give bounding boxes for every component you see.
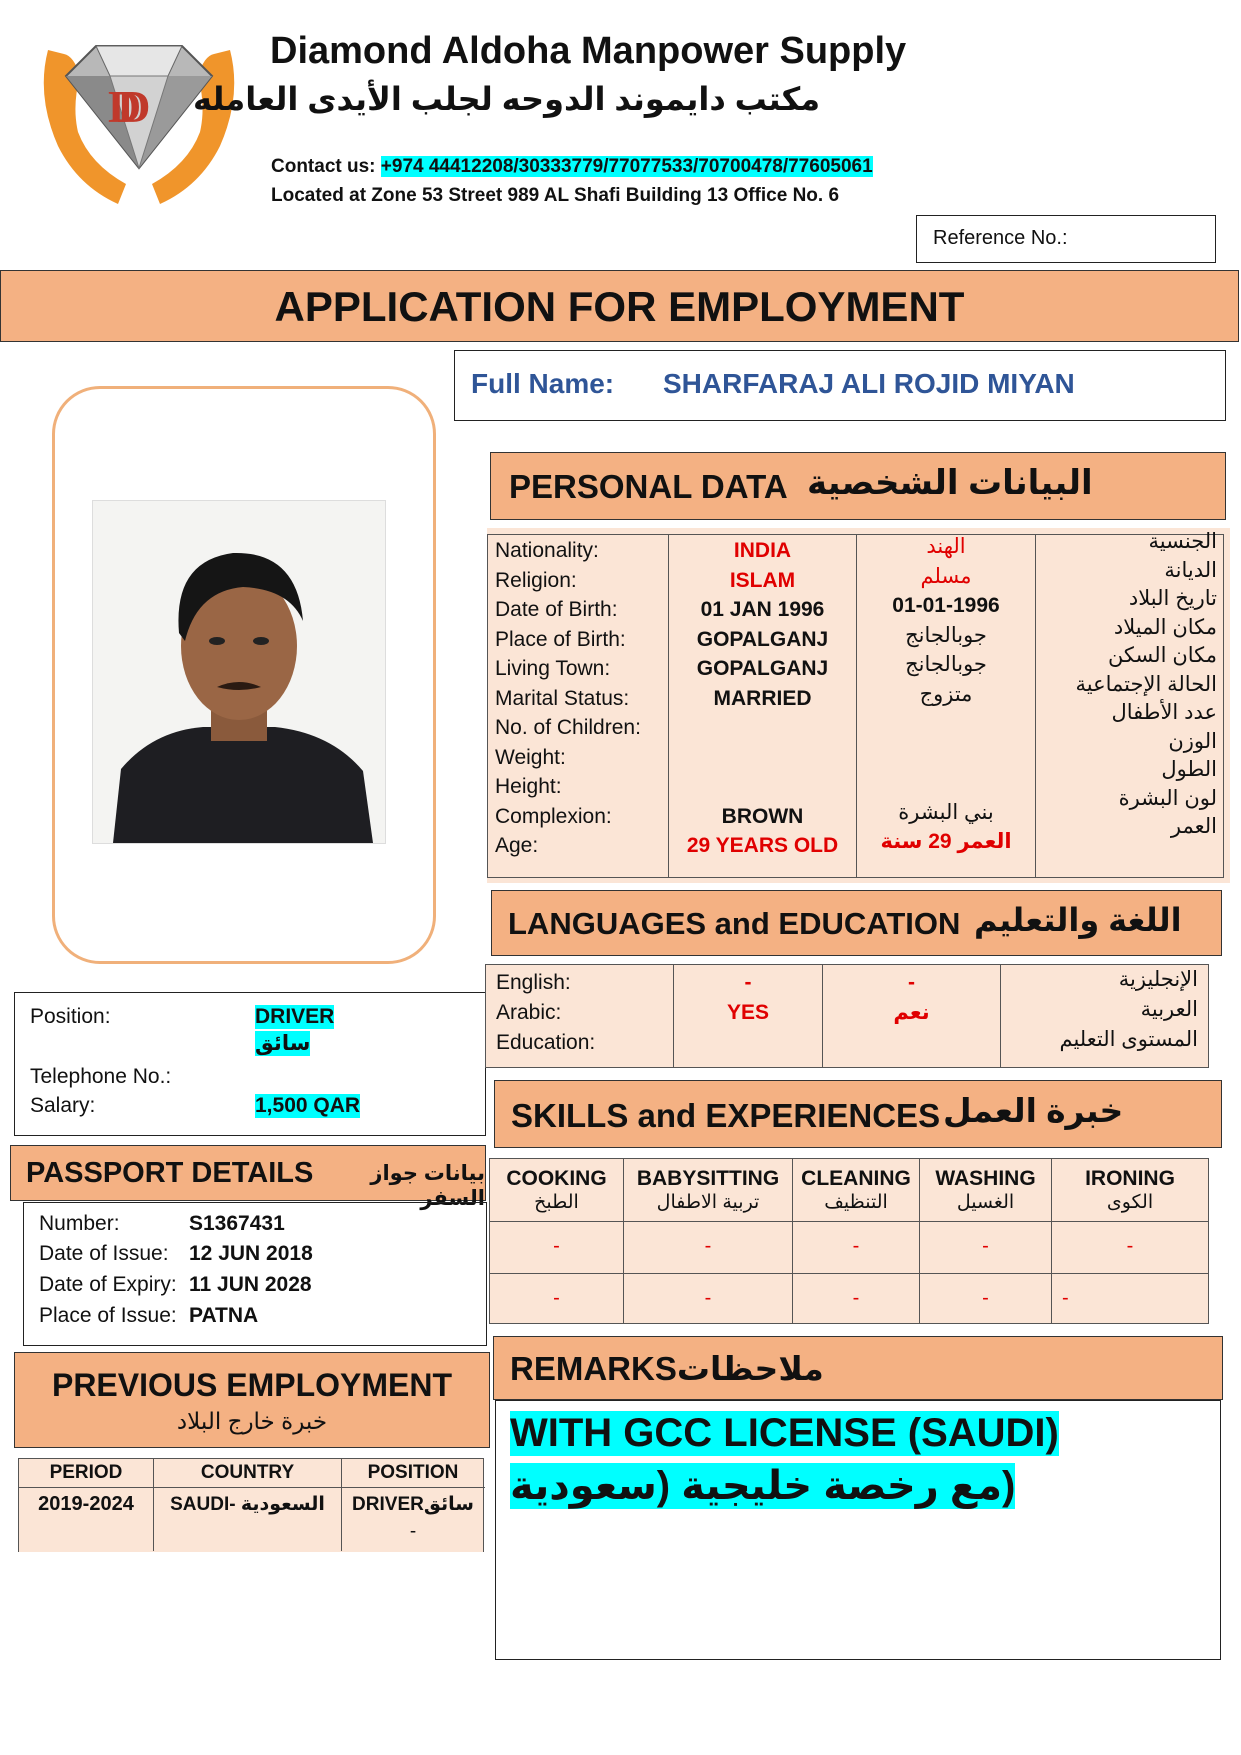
height-value bbox=[669, 772, 856, 802]
skills-heading-ar: خبرة العمل bbox=[943, 1092, 1124, 1129]
passport-place-label: Place of Issue: bbox=[39, 1304, 177, 1327]
salary-label: Salary: bbox=[30, 1094, 96, 1117]
col-country: COUNTRY bbox=[200, 1462, 295, 1483]
ironing-ar: الكوى bbox=[1106, 1192, 1154, 1213]
complexion-value-ar: بني البشرة bbox=[898, 800, 994, 824]
skill-col-cooking bbox=[490, 1167, 623, 1215]
education-label: Education: bbox=[496, 1031, 596, 1054]
cooking-ar: الطبخ bbox=[534, 1192, 579, 1213]
age-value: 29 YEARS OLD bbox=[686, 834, 839, 857]
passport-number-label: Number: bbox=[39, 1212, 120, 1235]
previous-employment-banner bbox=[14, 1352, 490, 1448]
lang-labels-col bbox=[496, 968, 595, 1058]
passport-expiry-label: Date of Expiry: bbox=[39, 1273, 177, 1296]
marital-value: MARRIED bbox=[713, 686, 812, 710]
religion-label: Religion: bbox=[495, 568, 577, 592]
full-name-value: SHARFARAJ ALI ROJID MIYAN bbox=[663, 368, 1075, 399]
remarks-banner bbox=[493, 1336, 1223, 1400]
applicant-photo bbox=[92, 500, 386, 844]
weight-label: Weight: bbox=[495, 745, 566, 769]
pob-label-ar: مكان الميلاد bbox=[1113, 615, 1217, 639]
arabic-label-ar: العربية bbox=[1140, 998, 1198, 1021]
remarks-line-2: (مع رخصة خليجية (سعودية bbox=[510, 1464, 1016, 1508]
education-value bbox=[674, 1028, 822, 1058]
skill-cell: - bbox=[982, 1287, 989, 1309]
age-label-ar: العمر bbox=[1170, 815, 1217, 838]
dob-label: Date of Birth: bbox=[495, 598, 618, 621]
skills-heading-en: SKILLS and EXPERIENCES bbox=[511, 1097, 941, 1134]
skill-cell: - bbox=[982, 1235, 989, 1257]
washing-en: WASHING bbox=[935, 1167, 1036, 1190]
skill-cell: - bbox=[704, 1235, 712, 1257]
personal-data-banner bbox=[490, 452, 1226, 520]
arabic-value: YES bbox=[726, 1001, 770, 1024]
age-value-ar: العمر 29 سنة bbox=[880, 830, 1012, 853]
age-label: Age: bbox=[495, 834, 539, 857]
living-town-value-ar: جوبالجانج bbox=[905, 653, 987, 676]
skill-col-ironing bbox=[1052, 1167, 1208, 1215]
passport-number-value: S1367431 bbox=[189, 1212, 285, 1235]
weight-label-ar: الوزن bbox=[1168, 729, 1217, 753]
education-label-ar: المستوى التعليم bbox=[1059, 1028, 1198, 1051]
skills-banner bbox=[494, 1080, 1222, 1148]
living-town-value: GOPALGANJ bbox=[696, 657, 829, 680]
passport-expiry-value: 11 JUN 2028 bbox=[189, 1273, 312, 1296]
row-period: 2019-2024 bbox=[38, 1493, 134, 1515]
company-name-ar: مكتب دايموند الدوحه لجلب الأيدى العامله bbox=[192, 81, 820, 117]
skills-table bbox=[489, 1158, 1209, 1324]
skill-cell: - bbox=[852, 1235, 860, 1257]
english-value: - bbox=[744, 971, 752, 994]
skill-cell: - bbox=[553, 1287, 560, 1309]
washing-ar: الغسيل bbox=[956, 1192, 1015, 1213]
pob-value-ar: جوبالجانج bbox=[905, 623, 987, 647]
passport-heading-en: PASSPORT DETAILS bbox=[26, 1157, 314, 1189]
pob-value: GOPALGANJ bbox=[696, 627, 829, 651]
personal-data-table bbox=[487, 528, 1230, 883]
col-period: PERIOD bbox=[49, 1462, 123, 1483]
row-position-extra: - bbox=[409, 1521, 417, 1542]
personal-labels-col bbox=[495, 536, 667, 861]
languages-banner bbox=[491, 890, 1222, 956]
lang-values-col bbox=[674, 968, 822, 1058]
religion-value: ISLAM bbox=[729, 568, 796, 592]
weight-value-ar bbox=[857, 739, 1035, 769]
complexion-label: Complexion: bbox=[495, 804, 612, 828]
lang-values-ar-col bbox=[823, 968, 1000, 1058]
children-value bbox=[669, 713, 856, 743]
company-logo bbox=[28, 36, 250, 212]
contact-numbers: +974 44412208/30333779/77077533/70700478/77605061 bbox=[380, 156, 873, 177]
education-value-ar bbox=[823, 1028, 1000, 1058]
contact-line bbox=[271, 156, 873, 178]
height-label: Height: bbox=[495, 775, 562, 798]
reference-box bbox=[916, 215, 1216, 263]
marital-label: Marital Status: bbox=[495, 686, 630, 710]
children-value-ar bbox=[857, 709, 1035, 739]
lang-labels-ar-col bbox=[1004, 965, 1198, 1055]
salary-value: 1,500 QAR bbox=[255, 1094, 361, 1117]
passport-banner bbox=[10, 1145, 486, 1210]
pob-label: Place of Birth: bbox=[495, 627, 626, 651]
languages-table bbox=[485, 964, 1209, 1068]
nationality-value-ar: الهند bbox=[926, 535, 966, 558]
english-value-ar: - bbox=[908, 971, 915, 994]
passport-place-value: PATNA bbox=[189, 1304, 259, 1327]
previous-employment-heading-en: PREVIOUS EMPLOYMENT bbox=[51, 1367, 453, 1403]
address: Located at Zone 53 Street 989 AL Shafi Building 13 Office No. 6 bbox=[271, 185, 840, 206]
complexion-value: BROWN bbox=[721, 804, 804, 828]
personal-values-ar-col bbox=[857, 532, 1035, 857]
marital-label-ar: الحالة الإجتماعية bbox=[1075, 672, 1217, 696]
passport-heading-ar: بيانات جواز السفر bbox=[370, 1162, 485, 1210]
personal-values-col bbox=[669, 536, 856, 861]
passport-issue-value: 12 JUN 2018 bbox=[189, 1242, 313, 1265]
reference-label: Reference No.: bbox=[933, 227, 1068, 249]
contact-label: Contact us: bbox=[271, 156, 376, 177]
babysitting-en: BABYSITTING bbox=[636, 1167, 780, 1190]
cooking-en: COOKING bbox=[506, 1167, 607, 1190]
babysitting-ar: تربية الاطفال bbox=[656, 1192, 760, 1213]
nationality-value: INDIA bbox=[733, 539, 792, 562]
personal-labels-ar-col bbox=[1039, 528, 1217, 842]
living-town-label: Living Town: bbox=[495, 657, 611, 680]
personal-data-heading-en: PERSONAL DATA bbox=[509, 468, 788, 505]
religion-label-ar: الديانة bbox=[1164, 558, 1217, 582]
english-label-ar: الإنجليزية bbox=[1118, 968, 1198, 991]
dob-value: 01 JAN 1996 bbox=[700, 598, 825, 621]
remarks-heading: REMARKSملاحظات bbox=[510, 1350, 824, 1387]
nationality-label-ar: الجنسية bbox=[1148, 530, 1217, 553]
dob-label-ar: تاريخ البلاد bbox=[1128, 587, 1217, 610]
skill-cell: - bbox=[704, 1287, 712, 1309]
skill-cell: - bbox=[1062, 1287, 1069, 1309]
living-town-label-ar: مكان السكن bbox=[1107, 644, 1217, 667]
previous-employment-heading-ar: خبرة خارج البلاد bbox=[176, 1408, 328, 1434]
remarks-line-1: WITH GCC LICENSE (SAUDI) bbox=[510, 1411, 1059, 1455]
row-country: SAUDI- السعودية bbox=[170, 1494, 325, 1515]
logo-letters: DD bbox=[108, 81, 127, 132]
languages-heading-en: LANGUAGES and EDUCATION bbox=[508, 906, 961, 941]
weight-value bbox=[669, 743, 856, 773]
passport-issue-label: Date of Issue: bbox=[39, 1242, 169, 1265]
page-title-banner bbox=[0, 270, 1239, 342]
remarks-box bbox=[495, 1400, 1221, 1660]
page-title: APPLICATION FOR EMPLOYMENT bbox=[274, 283, 965, 330]
skill-cell: - bbox=[553, 1235, 560, 1257]
nationality-label: Nationality: bbox=[495, 539, 599, 562]
row-position: DRIVERسائق bbox=[352, 1494, 474, 1515]
cleaning-ar: التنظيف bbox=[824, 1192, 888, 1213]
dob-value-ar: 01-01-1996 bbox=[892, 594, 1000, 617]
personal-data-heading-ar: البيانات الشخصية bbox=[807, 464, 1093, 502]
skill-col-cleaning bbox=[793, 1167, 919, 1215]
skill-cell: - bbox=[852, 1287, 860, 1309]
marital-value-ar: متزوج bbox=[919, 682, 973, 706]
passport-box bbox=[23, 1202, 487, 1346]
complexion-label-ar: لون البشرة bbox=[1118, 786, 1217, 810]
skill-col-babysitting bbox=[624, 1167, 792, 1215]
arabic-label: Arabic: bbox=[496, 1001, 562, 1024]
position-label: Position: bbox=[30, 1005, 111, 1028]
telephone-label: Telephone No.: bbox=[30, 1065, 172, 1088]
skill-cell: - bbox=[1126, 1235, 1134, 1257]
english-label: English: bbox=[496, 971, 571, 994]
previous-employment-table bbox=[18, 1458, 484, 1552]
position-value-ar: سائق bbox=[255, 1032, 311, 1055]
full-name-label: Full Name: bbox=[471, 368, 615, 399]
col-position: POSITION bbox=[367, 1462, 459, 1483]
arabic-value-ar: نعم bbox=[893, 1001, 930, 1024]
position-box bbox=[14, 992, 486, 1136]
children-label-ar: عدد الأطفال bbox=[1111, 701, 1217, 724]
full-name-box bbox=[454, 350, 1226, 421]
children-label: No. of Children: bbox=[495, 716, 641, 739]
religion-value-ar: مسلم bbox=[920, 564, 972, 588]
languages-heading-ar: اللغة والتعليم bbox=[974, 902, 1182, 938]
height-value-ar bbox=[857, 768, 1035, 798]
height-label-ar: الطول bbox=[1161, 758, 1217, 781]
skill-col-washing bbox=[920, 1167, 1051, 1215]
ironing-en: IRONING bbox=[1085, 1167, 1175, 1190]
cleaning-en: CLEANING bbox=[801, 1167, 911, 1190]
position-value: DRIVER bbox=[255, 1005, 335, 1028]
company-name-en: Diamond Aldoha Manpower Supply bbox=[270, 30, 907, 72]
